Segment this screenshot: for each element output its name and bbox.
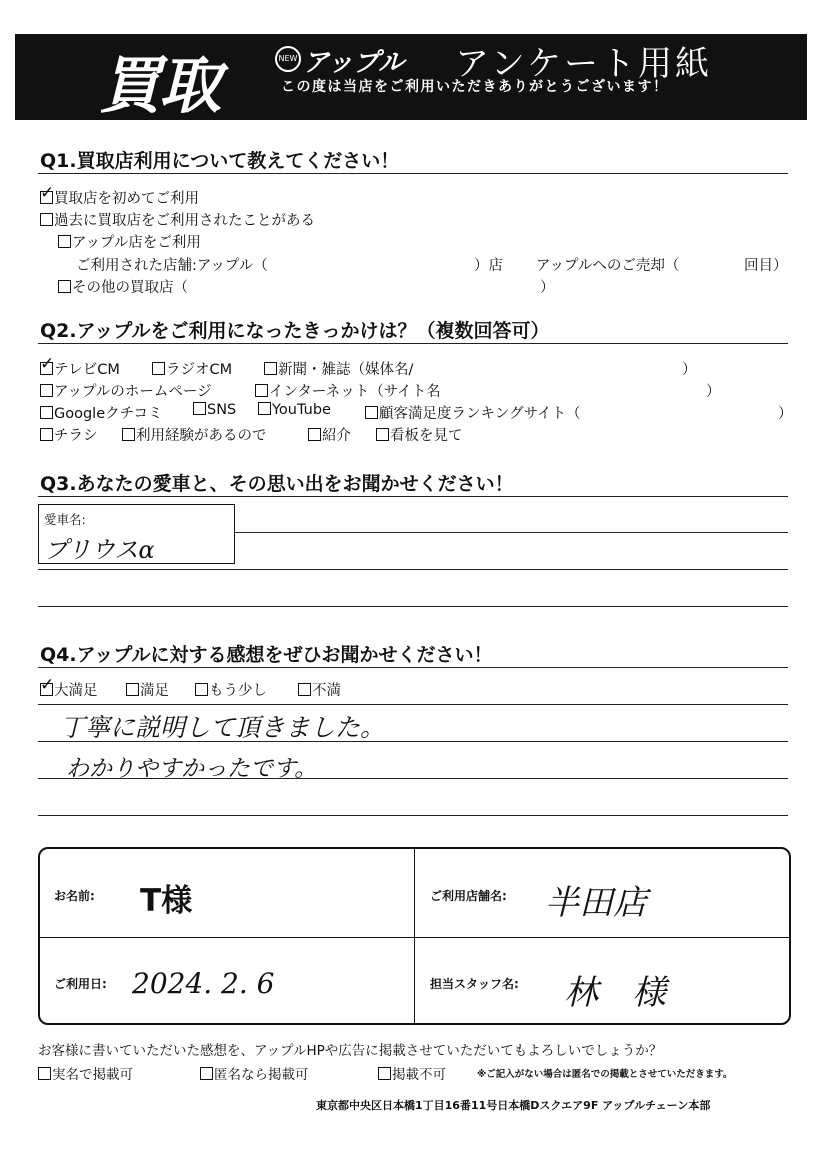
q2-option-radio[interactable]: ラジオCM bbox=[152, 358, 232, 379]
q4-line-3 bbox=[38, 778, 788, 779]
staff-label: 担当スタッフ名: bbox=[430, 977, 519, 991]
checkbox[interactable] bbox=[40, 213, 53, 226]
q4-option-very-satisfied[interactable]: ✓大満足 bbox=[40, 679, 98, 700]
q2-divider bbox=[38, 343, 788, 344]
checkbox[interactable] bbox=[38, 1067, 51, 1080]
checkbox[interactable] bbox=[40, 406, 53, 419]
publish-option-not-allowed[interactable]: 掲載不可 bbox=[378, 1063, 446, 1083]
q2-option-news[interactable]: 新聞・雑誌（媒体名/ bbox=[264, 358, 413, 379]
checkbox[interactable] bbox=[308, 428, 321, 441]
store-value: 半田店 bbox=[545, 883, 647, 923]
q4-heading: Q4.アップルに対する感想をぜひお聞かせください！ bbox=[40, 644, 493, 666]
header-subtitle: この度は当店をご利用いただきありがとうございます！ bbox=[281, 79, 669, 95]
q1-store-name-label: ご利用された店舗:アップル（ bbox=[76, 258, 268, 274]
q2-option-tv[interactable]: ✓テレビCM bbox=[40, 358, 120, 379]
q4-line-1 bbox=[38, 704, 788, 705]
q2-option-experience[interactable]: 利用経験があるので bbox=[122, 424, 267, 445]
q1-option-first-time[interactable]: ✓買取店を初めてご利用 bbox=[40, 187, 199, 208]
checkbox[interactable] bbox=[58, 235, 71, 248]
publish-question: お客様に書いていただいた感想を、アップルHPや広告に掲載させていただいてもよろしいでしょうか？ bbox=[38, 1043, 663, 1059]
checkbox[interactable] bbox=[126, 683, 139, 696]
q2-option-youtube[interactable]: YouTube bbox=[258, 402, 331, 418]
q2-heading: Q2.アップルをご利用になったきっかけは？（複数回答可） bbox=[40, 320, 550, 342]
q2-option-google[interactable]: Googleクチコミ bbox=[40, 402, 163, 423]
car-name-label: 愛車名: bbox=[44, 512, 86, 527]
q3-line-2 bbox=[38, 569, 788, 570]
q2-option-homepage[interactable]: アップルのホームページ bbox=[40, 380, 212, 401]
name-value: T様 bbox=[140, 883, 193, 919]
customer-info-box bbox=[38, 847, 791, 1025]
checkbox[interactable] bbox=[193, 402, 206, 415]
q3-heading: Q3.あなたの愛車と、その思い出をお聞かせください！ bbox=[40, 473, 514, 495]
q4-divider bbox=[38, 667, 788, 668]
footer-address: 東京都中央区日本橋1丁目16番11号日本橋Dスクエア9F アップルチェーン本部 bbox=[316, 1099, 711, 1112]
apple-logo-icon: NEW bbox=[275, 46, 301, 72]
q4-option-dissatisfied[interactable]: 不満 bbox=[298, 679, 341, 700]
q4-line-4 bbox=[38, 815, 788, 816]
q1-option-apple-store[interactable]: アップル店をご利用 bbox=[58, 231, 201, 252]
brand-logo-text: アップル bbox=[303, 48, 405, 78]
q4-comment-line-1: 丁寧に説明して頂きました。 bbox=[60, 713, 386, 742]
publish-note: ※ご記入がない場合は匿名での掲載とさせていただきます。 bbox=[477, 1069, 733, 1080]
car-name-value: プリウスα bbox=[44, 536, 155, 564]
q1-sale-count-label: アップルへのご売却（ bbox=[536, 258, 680, 274]
checkbox-checked[interactable] bbox=[40, 683, 53, 696]
checkbox[interactable] bbox=[298, 683, 311, 696]
q2-ranking-close: ） bbox=[778, 406, 793, 422]
date-value: 2024. 2. 6 bbox=[132, 967, 275, 1000]
q2-option-internet[interactable]: インターネット（サイト名 bbox=[255, 380, 441, 401]
checkbox[interactable] bbox=[58, 280, 71, 293]
checkbox[interactable] bbox=[365, 406, 378, 419]
q4-option-satisfied[interactable]: 満足 bbox=[126, 679, 169, 700]
date-label: ご利用日: bbox=[54, 977, 107, 991]
publish-option-real-name[interactable]: 実名で掲載可 bbox=[38, 1063, 133, 1083]
checkbox[interactable] bbox=[195, 683, 208, 696]
checkbox[interactable] bbox=[122, 428, 135, 441]
q2-internet-close: ） bbox=[706, 384, 721, 400]
q1-sale-count-suffix: 回目） bbox=[744, 258, 788, 274]
q1-store-suffix: ）店 bbox=[474, 258, 503, 274]
store-label: ご利用店舗名: bbox=[430, 889, 507, 903]
q4-option-somewhat[interactable]: もう少し bbox=[195, 679, 267, 700]
header-banner bbox=[15, 34, 807, 120]
q1-heading: Q1.買取店利用について教えてください！ bbox=[40, 150, 400, 172]
checkbox-checked[interactable] bbox=[40, 191, 53, 204]
checkbox[interactable] bbox=[40, 428, 53, 441]
q2-option-sns[interactable]: SNS bbox=[193, 402, 236, 418]
staff-value: 林 様 bbox=[564, 973, 666, 1013]
name-label: お名前: bbox=[54, 889, 95, 903]
checkbox[interactable] bbox=[152, 362, 165, 375]
checkbox-checked[interactable] bbox=[40, 362, 53, 375]
checkbox[interactable] bbox=[200, 1067, 213, 1080]
q2-news-close: ） bbox=[682, 362, 697, 378]
q4-line-2 bbox=[38, 741, 788, 742]
checkbox[interactable] bbox=[40, 384, 53, 397]
q2-option-flyer[interactable]: チラシ bbox=[40, 424, 98, 445]
q3-divider bbox=[38, 496, 788, 497]
q3-line-3 bbox=[38, 606, 788, 607]
survey-title: アンケート用紙 bbox=[455, 44, 712, 84]
q1-option-used-before[interactable]: 過去に買取店をご利用されたことがある bbox=[40, 209, 315, 230]
q4-comment-line-2: わかりやすかったです。 bbox=[66, 756, 318, 782]
q2-option-ranking[interactable]: 顧客満足度ランキングサイト（ bbox=[365, 402, 581, 423]
checkbox[interactable] bbox=[255, 384, 268, 397]
checkbox[interactable] bbox=[258, 402, 271, 415]
publish-option-anonymous[interactable]: 匿名なら掲載可 bbox=[200, 1063, 309, 1083]
checkbox[interactable] bbox=[378, 1067, 391, 1080]
q2-option-signboard[interactable]: 看板を見て bbox=[376, 424, 463, 445]
q1-divider bbox=[38, 173, 788, 174]
q3-line-1 bbox=[235, 532, 788, 533]
checkbox[interactable] bbox=[376, 428, 389, 441]
q2-option-referral[interactable]: 紹介 bbox=[308, 424, 351, 445]
header-title-kanji: 買取 bbox=[99, 49, 220, 122]
checkbox[interactable] bbox=[264, 362, 277, 375]
q1-option-other-store[interactable]: その他の買取店（ bbox=[58, 276, 188, 297]
q1-other-close: ） bbox=[540, 280, 555, 296]
